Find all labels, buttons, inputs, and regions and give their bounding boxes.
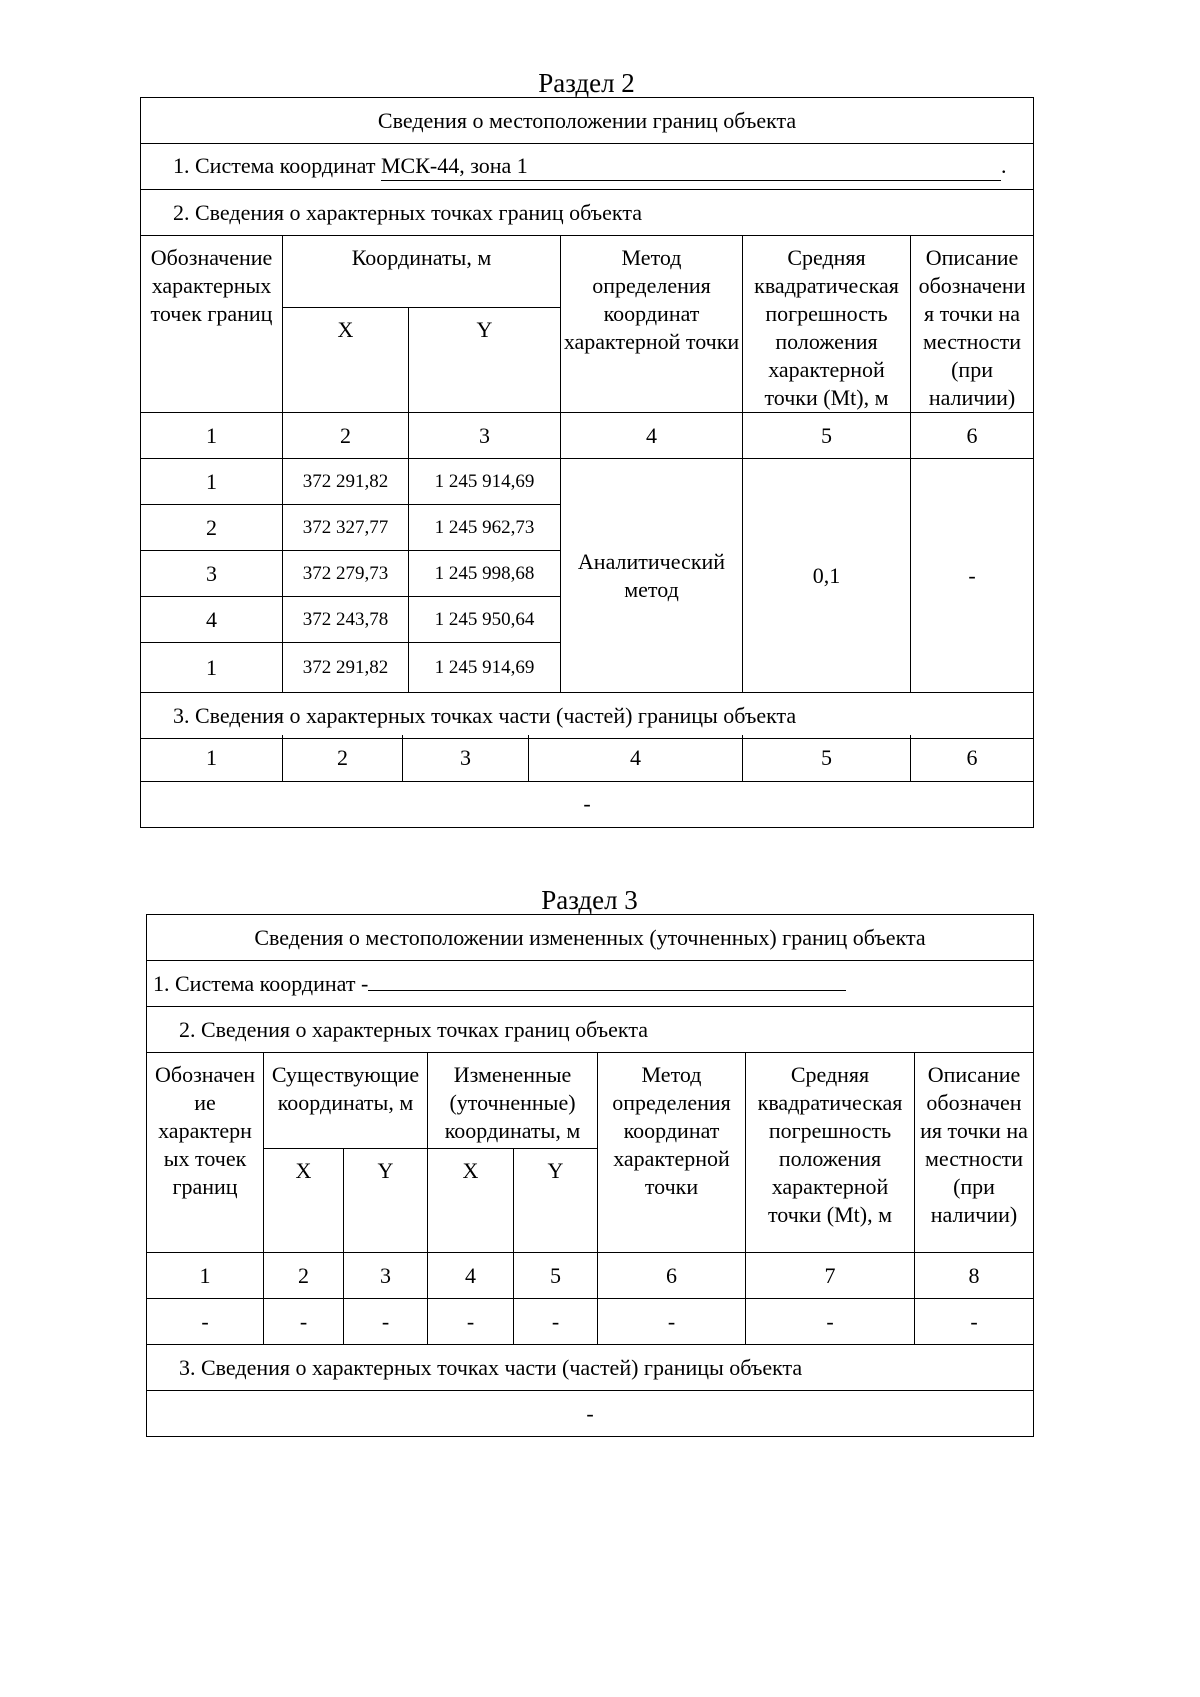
header-changed-coordinates: Измененные (уточненные) координаты, м [428,1053,598,1149]
header-method: Метод определения координат характерной точки [561,236,743,413]
column-number: 7 [746,1253,915,1299]
row-value: - [746,1299,915,1345]
parts-column-number: 2 [283,735,403,781]
column-number: 2 [264,1253,344,1299]
description-value: - [911,459,1034,693]
header-designation: Обозначен ие характерн ых точек границ [147,1053,264,1253]
row-value: - [514,1299,598,1345]
section-2-parts-table [140,735,1034,828]
section-2-title: Раздел 2 [538,68,635,98]
point-number: 1 [141,459,283,505]
coord-system-value: МСК-44, зона 1 [381,152,1001,181]
header-designation: Обозначение характерных точек границ [141,236,283,413]
method-value: Аналитический метод [561,459,743,693]
point-y: 1 245 998,68 [409,551,561,597]
column-number: 1 [147,1253,264,1299]
header-coordinates: Координаты, м [283,236,561,308]
coord-system-label: 1. Система координат [173,153,381,178]
coord-system-end: . [1000,153,1007,178]
header-description: Описание обозначени я точки на местности (при наличии) [911,236,1034,413]
column-number: 8 [915,1253,1034,1299]
header-y-changed: Y [514,1149,598,1253]
point-x: 372 327,77 [283,505,409,551]
point-number: 1 [141,643,283,693]
accuracy-value: 0,1 [743,459,911,693]
parts-column-number: 4 [529,735,743,781]
parts-column-number: 5 [743,735,911,781]
section-2-table [140,97,1034,739]
table-title: Сведения о местоположении измененных (уточненных) границ объекта [147,915,1034,961]
coord-system-underline [368,970,846,991]
table-title: Сведения о местоположении границ объекта [141,98,1034,144]
parts-column-number: 1 [141,735,283,781]
row-value: - [428,1299,514,1345]
section-3-title: Раздел 3 [541,885,638,915]
points-heading: 2. Сведения о характерных точках границ объекта [141,190,1034,236]
column-number: 6 [911,413,1034,459]
header-method: Метод определения координат характерной точки [598,1053,746,1253]
point-number: 2 [141,505,283,551]
point-y: 1 245 914,69 [409,643,561,693]
point-x: 372 291,82 [283,459,409,505]
header-y: Y [409,307,561,412]
points-heading: 2. Сведения о характерных точках границ объекта [147,1007,1034,1053]
point-x: 372 243,78 [283,597,409,643]
parts-value: - [141,781,1034,827]
header-x: X [283,307,409,412]
header-existing-coordinates: Существующие координаты, м [264,1053,428,1149]
parts-column-number: 3 [403,735,529,781]
point-number: 4 [141,597,283,643]
parts-column-number: 6 [911,735,1034,781]
coord-system-row [147,961,1034,1007]
row-value: - [598,1299,746,1345]
point-x: 372 291,82 [283,643,409,693]
section-3-table [146,914,1034,1437]
parts-heading: 3. Сведения о характерных точках части (частей) границы объекта [141,693,1034,739]
point-x: 372 279,73 [283,551,409,597]
header-y-existing: Y [344,1149,428,1253]
point-y: 1 245 950,64 [409,597,561,643]
header-x-changed: X [428,1149,514,1253]
point-number: 3 [141,551,283,597]
coord-system-label: 1. Система координат - [153,970,369,996]
column-number: 3 [409,413,561,459]
coord-system-row [141,144,1034,190]
parts-value: - [147,1391,1034,1437]
row-value: - [344,1299,428,1345]
column-number: 5 [514,1253,598,1299]
column-number: 2 [283,413,409,459]
point-y: 1 245 962,73 [409,505,561,551]
parts-heading: 3. Сведения о характерных точках части (частей) границы объекта [147,1345,1034,1391]
header-accuracy: Средняя квадратическая погрешность положения характерной точки (Mt), м [746,1053,915,1253]
column-number: 6 [598,1253,746,1299]
header-description: Описание обозначен ия точки на местности (при наличии) [915,1053,1034,1253]
column-number: 3 [344,1253,428,1299]
column-number: 4 [561,413,743,459]
row-value: - [264,1299,344,1345]
header-x-existing: X [264,1149,344,1253]
column-number: 4 [428,1253,514,1299]
column-number: 5 [743,413,911,459]
header-accuracy: Средняя квадратическая погрешность положения характерной точки (Mt), м [743,236,911,413]
column-number: 1 [141,413,283,459]
point-y: 1 245 914,69 [409,459,561,505]
row-value: - [915,1299,1034,1345]
row-value: - [147,1299,264,1345]
